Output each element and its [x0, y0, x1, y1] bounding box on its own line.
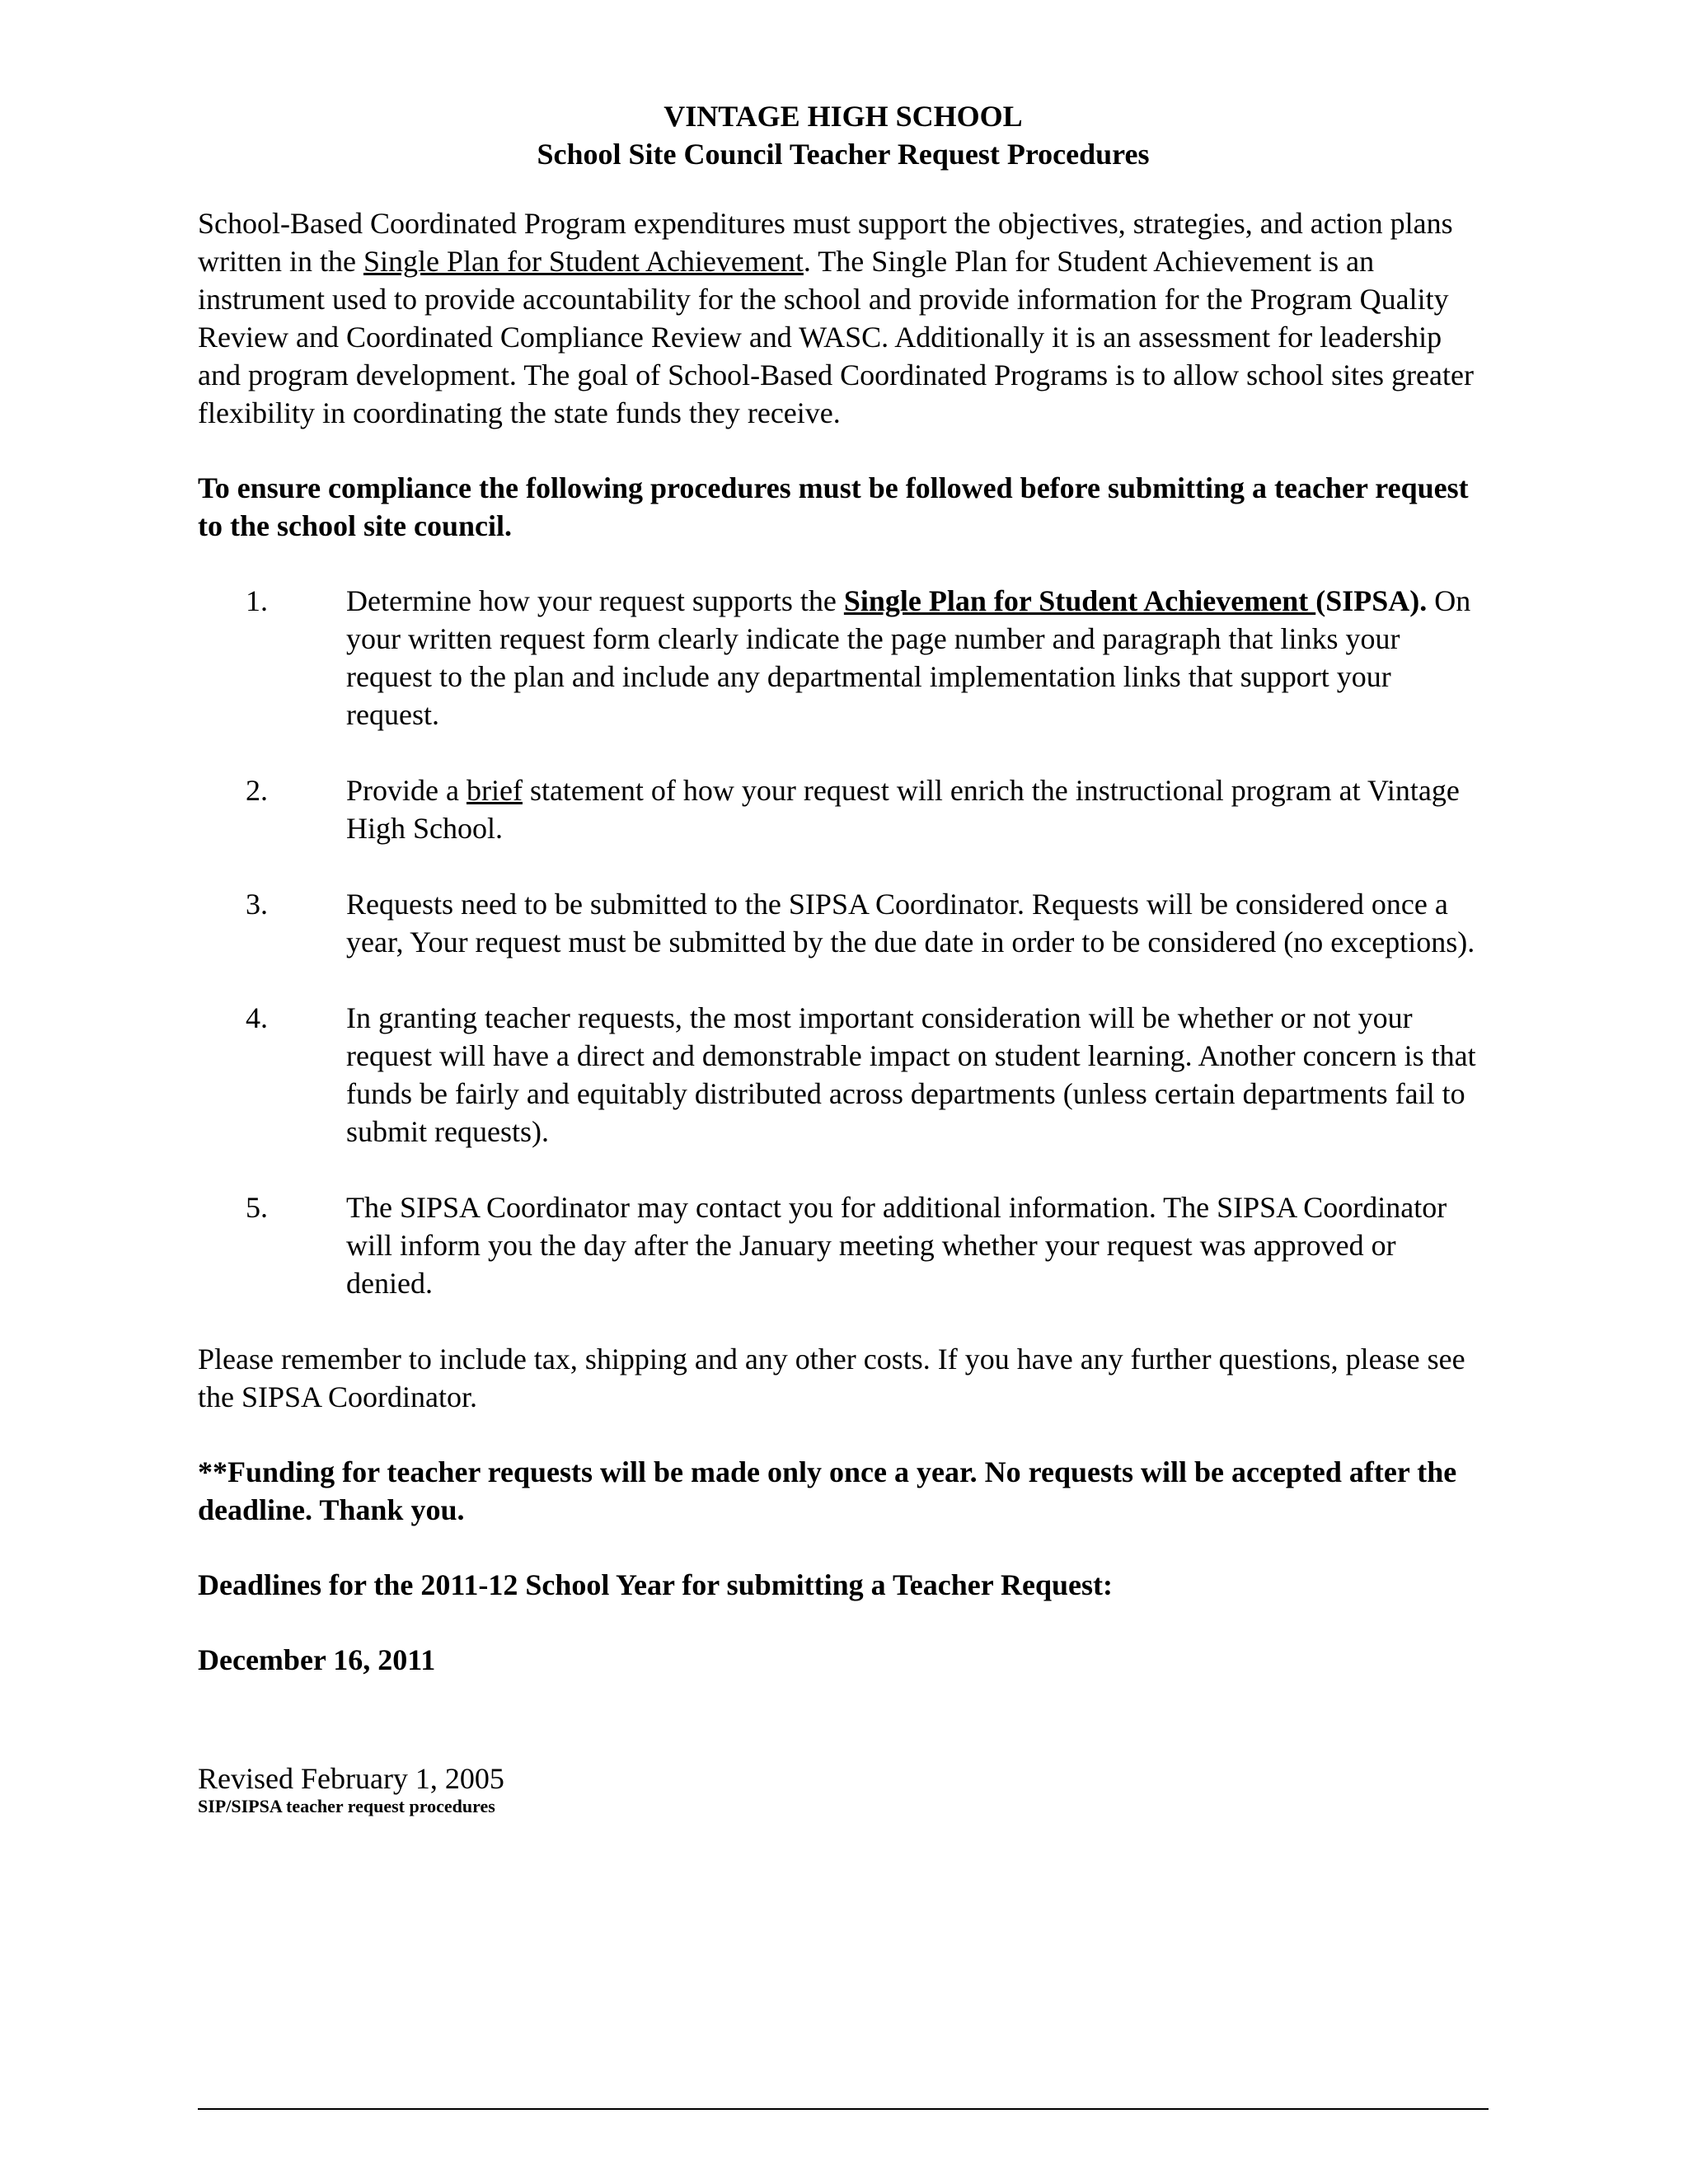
- step-number: 1.: [246, 584, 268, 617]
- step-text: Requests need to be submitted to the SIPSA Coordinator. Requests will be considered once a year, Your request must be submitted by the due date in order to be considered (no exceptions).: [346, 888, 1475, 958]
- sipsa-abbrev: (SIPSA).: [1315, 584, 1428, 617]
- school-name: VINTAGE HIGH SCHOOL: [663, 100, 1023, 133]
- revision-date: Revised February 1, 2005: [198, 1762, 504, 1795]
- intro-paragraph: [198, 204, 1489, 432]
- procedure-step-2: [198, 771, 1489, 847]
- plan-reference-bold: Single Plan for Student Achievement: [843, 584, 1316, 617]
- intro-text-1: School-Based Coordinated Program expenditures must support the objectives, strategies, and action plans written in the: [198, 207, 1453, 278]
- step-text: Determine how your request supports the: [346, 584, 844, 617]
- step-number: 5.: [246, 1191, 268, 1224]
- footer-divider: [198, 2108, 1489, 2110]
- step-number: 2.: [246, 774, 268, 807]
- deadline-date: December 16, 2011: [198, 1643, 436, 1676]
- plan-reference: Single Plan for Student Achievement: [363, 245, 804, 278]
- document-page: [198, 97, 1489, 1817]
- document-title: School Site Council Teacher Request Procedures: [537, 138, 1150, 171]
- step-text: Provide a: [346, 774, 467, 807]
- step-text: On your written request form clearly indicate the page number and paragraph that links your request to the plan and include any departmental implementation links that support your request.: [346, 584, 1471, 731]
- emphasis-brief: brief: [466, 774, 523, 807]
- procedure-step-4: [198, 999, 1489, 1151]
- step-text: The SIPSA Coordinator may contact you for additional information. The SIPSA Coordinator will inform you the day after the January meeting whether your request was approved or denied.: [346, 1191, 1447, 1300]
- funding-notice: **Funding for teacher requests will be made only once a year. No requests will be accepted after the deadline. Thank you.: [198, 1455, 1457, 1526]
- compliance-notice: To ensure compliance the following procedures must be followed before submitting a teacher request to the school site council.: [198, 471, 1469, 542]
- deadline-heading: Deadlines for the 2011-12 School Year for submitting a Teacher Request:: [198, 1568, 1114, 1601]
- document-reference: SIP/SIPSA teacher request procedures: [198, 1796, 495, 1816]
- procedure-list: [198, 582, 1489, 1302]
- intro-text-2: . The Single Plan for Student Achievement is an instrument used to provide accountability for the school and provide information for the Program Quality Review and Coordinated Compliance Review and WASC. Additionally it is an assessment for leadership and program development. The goal of School-Based Coordinated Programs is to allow school sites greater flexibility in coordinating the state funds they receive.: [198, 245, 1474, 429]
- step-text: statement of how your request will enrich the instructional program at Vintage High School.: [346, 774, 1460, 845]
- step-number: 3.: [246, 888, 268, 921]
- cost-reminder: Please remember to include tax, shipping and any other costs. If you have any further questions, please see the SIPSA Coordinator.: [198, 1343, 1465, 1413]
- step-number: 4.: [246, 1001, 268, 1034]
- procedure-step-5: [198, 1188, 1489, 1302]
- step-text: In granting teacher requests, the most important consideration will be whether or not your request will have a direct and demonstrable impact on student learning. Another concern is that funds be fairly and equitably distributed across departments (unless certain departments fail to submit requests).: [346, 1001, 1476, 1148]
- procedure-step-3: [198, 885, 1489, 961]
- procedure-step-1: [198, 582, 1489, 733]
